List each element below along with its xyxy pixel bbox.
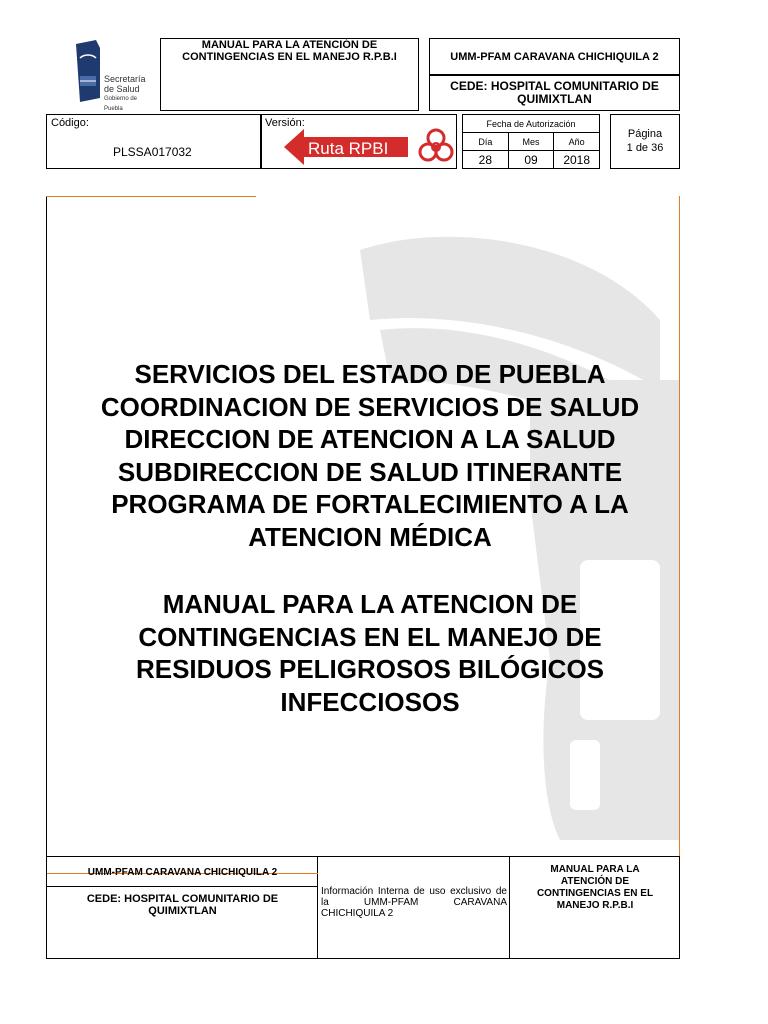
title-line: ATENCION MÉDICA bbox=[248, 521, 492, 552]
mes-label: Mes bbox=[509, 133, 555, 150]
header-manual-title: MANUAL PARA LA ATENCIÓN DE CONTINGENCIAS EN EL MANEJO R.P.B.I bbox=[182, 39, 397, 63]
pagina-value: 1 de 36 bbox=[626, 142, 664, 154]
title-line: PROGRAMA DE FORTALECIMIENTO A LA bbox=[111, 489, 629, 519]
footer-middle-column bbox=[318, 857, 509, 958]
codigo-value: PLSSA017032 bbox=[113, 145, 192, 159]
ruta-rpbi-label: Ruta RPBI bbox=[308, 139, 389, 158]
logo-text-line-1: Secretaría bbox=[104, 74, 146, 84]
mes-value: 09 bbox=[509, 151, 555, 168]
manual-title-line: CONTINGENCIAS EN EL MANEJO DE bbox=[138, 621, 602, 652]
header-unit-name: UMM-PFAM CARAVANA CHICHIQUILA 2 bbox=[450, 50, 659, 63]
manual-title-line: RESIDUOS PELIGROSOS BILÓGICOS bbox=[135, 654, 605, 684]
footer-right-column bbox=[509, 857, 679, 958]
pagina-label: Página bbox=[627, 128, 663, 140]
header-unit-box bbox=[429, 38, 680, 75]
logo-text-line-3: Gobierno de Puebla bbox=[104, 96, 138, 112]
main-frame-left-line bbox=[46, 196, 47, 860]
title-line: SUBDIRECCION DE SALUD ITINERANTE bbox=[117, 456, 623, 487]
dia-value: 28 bbox=[463, 151, 509, 168]
footer-divider bbox=[47, 886, 318, 887]
footer-unit-name: UMM-PFAM CARAVANA CHICHIQUILA 2 bbox=[87, 867, 278, 878]
version-box bbox=[261, 114, 457, 169]
version-label: Versión: bbox=[265, 117, 305, 129]
institution-title-block bbox=[60, 358, 680, 553]
biohazard-icon bbox=[416, 127, 456, 167]
manual-title-block bbox=[60, 588, 680, 718]
codigo-box bbox=[46, 114, 261, 169]
footer-left-column bbox=[47, 857, 318, 958]
ano-value: 2018 bbox=[563, 152, 591, 167]
logo-text-line-2: de Salud bbox=[104, 84, 140, 94]
title-line: COORDINACION DE SERVICIOS DE SALUD bbox=[100, 391, 640, 422]
footer-cede: CEDE: HOSPITAL COMUNITARIO DE QUIMIXTLAN bbox=[86, 893, 279, 917]
logo-text bbox=[104, 74, 146, 114]
main-frame-top-line bbox=[46, 196, 256, 197]
codigo-label: Código: bbox=[51, 117, 89, 129]
header-manual-title-box bbox=[160, 38, 419, 111]
title-line: DIRECCION DE ATENCION A LA SALUD bbox=[124, 424, 616, 454]
fecha-label: Fecha de Autorización bbox=[486, 118, 576, 129]
footer-manual-title: MANUAL PARA LA ATENCIÓN DE CONTINGENCIAS EN EL MANEJO R.P.B.I bbox=[536, 864, 654, 911]
footer bbox=[46, 856, 680, 959]
ano-label: Año bbox=[568, 136, 585, 147]
fecha-autorizacion-table bbox=[462, 114, 600, 169]
header-cede-box bbox=[429, 75, 680, 111]
footer-info-text: Información Interna de uso exclusivo de la UMM-PFAM CARAVANA CHICHIQUILA 2 bbox=[321, 886, 507, 919]
pagina-box bbox=[610, 114, 680, 169]
dia-label: Día bbox=[463, 133, 509, 150]
header-cede: CEDE: HOSPITAL COMUNITARIO DE QUIMIXTLAN bbox=[450, 79, 659, 106]
manual-title-line: MANUAL PARA LA ATENCION DE bbox=[162, 589, 578, 619]
secretaria-salud-logo bbox=[66, 40, 146, 110]
title-line: SERVICIOS DEL ESTADO DE PUEBLA bbox=[134, 359, 606, 389]
manual-title-line: INFECCIOSOS bbox=[280, 686, 460, 717]
